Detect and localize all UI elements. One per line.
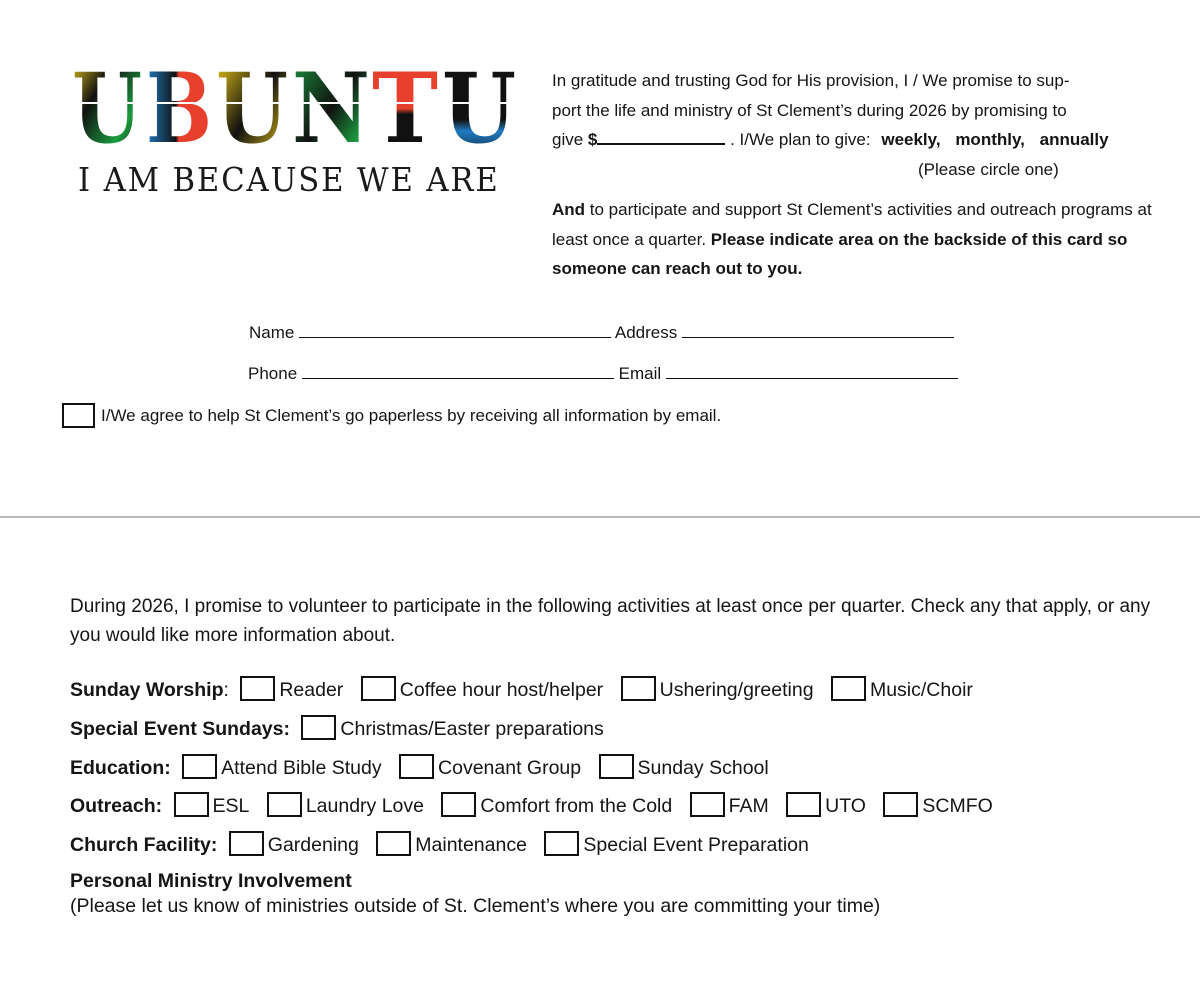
- option-scmfo: SCMFO: [922, 795, 993, 817]
- checkbox-gardening[interactable]: [229, 831, 264, 856]
- option-bible-study: Attend Bible Study: [221, 757, 382, 779]
- option-coffee-hour: Coffee hour host/helper: [399, 679, 604, 701]
- category-row-education: [70, 754, 775, 780]
- option-sunday-school: Sunday School: [637, 757, 769, 779]
- name-label: Name: [249, 323, 295, 342]
- category-row-special-event-sundays: [70, 715, 610, 741]
- option-uto: UTO: [825, 795, 866, 817]
- name-address-row: [249, 321, 954, 343]
- frequency-annually[interactable]: annually: [1039, 130, 1109, 149]
- card-fold-divider: [0, 516, 1200, 518]
- checkbox-esl[interactable]: [174, 792, 209, 817]
- checkbox-maintenance[interactable]: [376, 831, 411, 856]
- option-christmas-easter: Christmas/Easter preparations: [340, 718, 604, 740]
- personal-ministry-title: Personal Ministry Involvement: [70, 870, 352, 892]
- ubuntu-logo: [72, 52, 517, 165]
- checkbox-reader[interactable]: [240, 676, 275, 701]
- pledge-line-2: port the life and ministry of St Clement’s during 2026 by promising to: [552, 100, 1067, 120]
- category-row-church-facility: [70, 831, 815, 857]
- paperless-option: [62, 403, 721, 428]
- phone-email-row: [248, 362, 958, 384]
- checkbox-fam[interactable]: [690, 792, 725, 817]
- logo-letter-u2: U: [216, 52, 288, 165]
- category-label: Sunday Worship: [70, 679, 224, 701]
- option-reader: Reader: [279, 679, 344, 701]
- volunteer-intro: During 2026, I promise to volunteer to participate in the following activities at least once per quarter. Check any that apply, or any you would like more information about.: [70, 596, 1151, 646]
- checkbox-scmfo[interactable]: [883, 792, 918, 817]
- pledge-line-1: In gratitude and trusting God for His provision, I / We promise to sup-: [552, 71, 1070, 90]
- name-field[interactable]: [299, 321, 611, 338]
- option-maintenance: Maintenance: [415, 834, 527, 856]
- paperless-checkbox[interactable]: [62, 403, 95, 428]
- logo-tagline: I AM BECAUSE WE ARE: [78, 160, 500, 199]
- checkbox-laundry-love[interactable]: [267, 792, 302, 817]
- frequency-options: [881, 130, 1118, 149]
- checkbox-ushering[interactable]: [621, 676, 656, 701]
- option-comfort-from-cold: Comfort from the Cold: [480, 795, 673, 817]
- checkbox-comfort-from-cold[interactable]: [441, 792, 476, 817]
- pledge-paragraph: [552, 66, 1162, 184]
- paperless-label: I/We agree to help St Clement’s go paperless by receiving all information by email.: [101, 406, 722, 425]
- option-gardening: Gardening: [267, 834, 359, 856]
- category-label: Special Event Sundays:: [70, 718, 290, 740]
- plan-text: . I/We plan to give:: [725, 130, 871, 149]
- frequency-weekly[interactable]: weekly,: [881, 130, 941, 149]
- category-label: Outreach:: [70, 795, 163, 817]
- option-covenant-group: Covenant Group: [438, 757, 582, 779]
- option-ushering: Ushering/greeting: [659, 679, 814, 701]
- checkbox-coffee-hour[interactable]: [361, 676, 396, 701]
- personal-ministry-note: (Please let us know of ministries outside of St. Clement’s where you are committing your time): [70, 895, 881, 917]
- option-fam: FAM: [728, 795, 769, 817]
- frequency-monthly[interactable]: monthly,: [955, 130, 1025, 149]
- logo-letter-b: B: [146, 52, 212, 165]
- option-laundry-love: Laundry Love: [305, 795, 424, 817]
- circle-one-note: (Please circle one): [918, 159, 1059, 179]
- checkbox-christmas-easter[interactable]: [301, 715, 336, 740]
- phone-label: Phone: [248, 364, 298, 383]
- checkbox-covenant-group[interactable]: [399, 754, 434, 779]
- participate-and: And: [552, 200, 586, 219]
- email-label: Email: [618, 364, 662, 383]
- option-special-event-prep: Special Event Preparation: [583, 834, 809, 856]
- category-label: Education:: [70, 757, 171, 779]
- category-suffix: :: [223, 679, 229, 701]
- category-row-sunday-worship: [70, 676, 979, 702]
- option-music-choir: Music/Choir: [869, 679, 973, 701]
- phone-field[interactable]: [302, 362, 614, 379]
- checkbox-bible-study[interactable]: [182, 754, 217, 779]
- category-label: Church Facility:: [70, 834, 218, 856]
- checkbox-music-choir[interactable]: [831, 676, 866, 701]
- logo-letter-u3: U: [442, 52, 516, 165]
- participate-instruction: Please indicate area on the backside of this card so someone can reach out to you.: [552, 229, 1128, 278]
- participate-paragraph: [552, 195, 1162, 284]
- address-label: Address: [614, 323, 678, 342]
- participate-text: to participate and support St Clement’s activities and outreach programs at least once a quarter.: [552, 200, 1152, 249]
- checkbox-uto[interactable]: [786, 792, 821, 817]
- logo-letter-t: T: [372, 52, 438, 165]
- ubuntu-logo-art: [72, 52, 517, 165]
- checkbox-sunday-school[interactable]: [599, 754, 634, 779]
- logo-letter-u1: U: [72, 52, 142, 165]
- option-esl: ESL: [212, 795, 250, 817]
- pledge-amount-field[interactable]: [597, 129, 725, 145]
- checkbox-special-event-prep[interactable]: [544, 831, 579, 856]
- dollar-sign: $: [587, 130, 598, 149]
- email-field[interactable]: [666, 362, 958, 379]
- give-prefix: give: [552, 130, 588, 149]
- category-row-outreach: [70, 792, 999, 818]
- address-field[interactable]: [682, 321, 954, 338]
- logo-letter-n: N: [292, 52, 370, 165]
